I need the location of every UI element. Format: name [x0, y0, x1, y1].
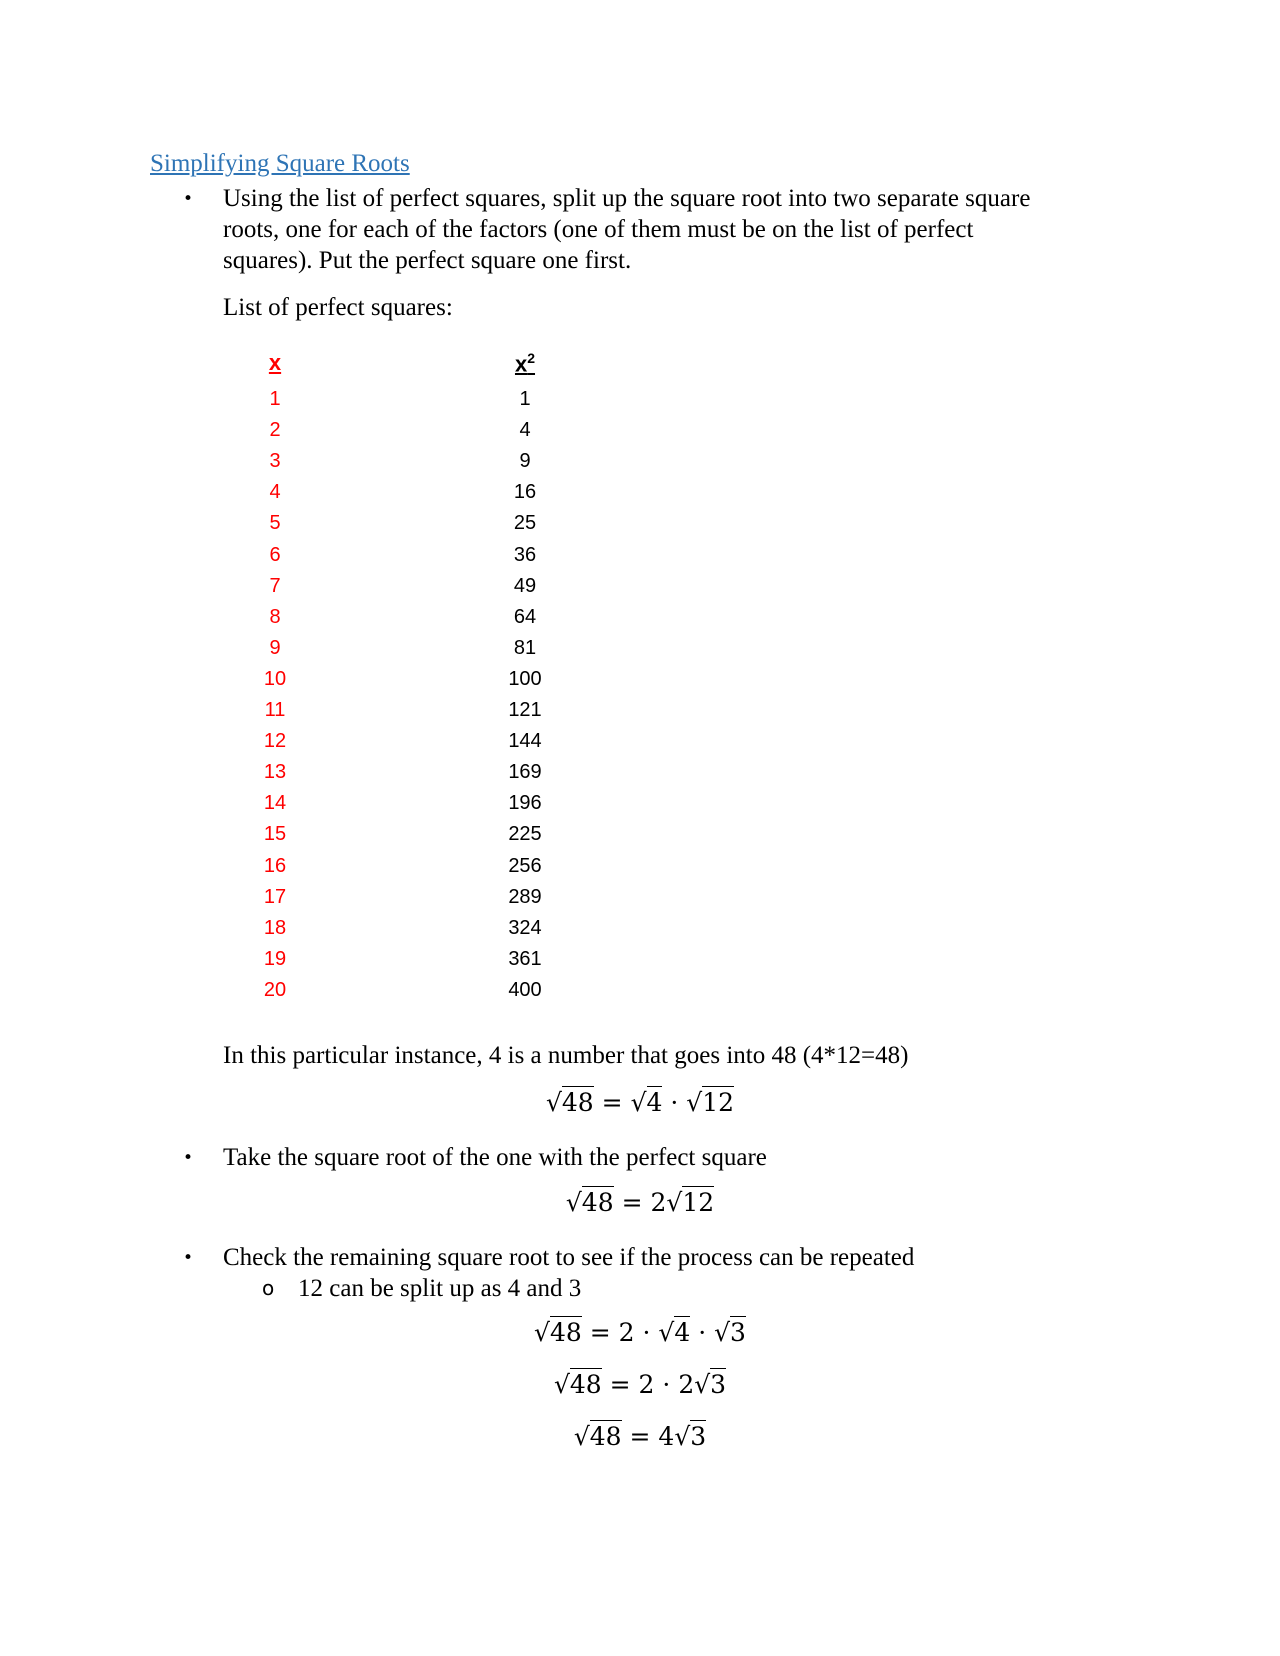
subbullet1-text: 12 can be split up as 4 and 3 [298, 1275, 582, 1302]
x-squared-exponent: 2 [527, 350, 536, 366]
equation-1: √48 = √4 · √12 [545, 1088, 735, 1117]
equation-2: √48 = 2√12 [565, 1188, 715, 1217]
table-cell-x-squared: 169 [508, 761, 542, 783]
table-cell-x-squared: 4 [519, 419, 531, 441]
table-cell-x-squared: 64 [513, 606, 537, 628]
table-cell-x-squared: 361 [508, 948, 542, 970]
table-cell-x-squared: 49 [513, 575, 537, 597]
bullet3-text: Check the remaining square root to see if the process can be repeated [223, 1244, 915, 1271]
table-cell-x: 19 [263, 948, 287, 970]
table-cell-x: 4 [269, 481, 281, 503]
table-cell-x-squared: 256 [508, 855, 542, 877]
table-cell-x: 5 [269, 512, 281, 534]
instance-text: In this particular instance, 4 is a number that goes into 48 (4*12=48) [223, 1042, 909, 1069]
table-cell-x-squared: 289 [508, 886, 542, 908]
table-cell-x: 20 [263, 979, 287, 1001]
table-cell-x-squared: 9 [519, 450, 531, 472]
table-cell-x: 2 [269, 419, 281, 441]
equation-4: √48 = 2 · 2√3 [553, 1370, 727, 1399]
page-title[interactable]: Simplifying Square Roots [150, 150, 410, 177]
bullet1-line3: squares). Put the perfect square one first. [223, 247, 632, 274]
sub-bullet-icon: o [262, 1276, 275, 1300]
table-cell-x: 12 [263, 730, 287, 752]
equation-5: √48 = 4√3 [573, 1422, 707, 1451]
table-cell-x: 6 [269, 544, 281, 566]
table-cell-x: 9 [269, 637, 281, 659]
table-cell-x-squared: 144 [508, 730, 542, 752]
table-cell-x: 3 [269, 450, 281, 472]
table-cell-x-squared: 121 [508, 699, 542, 721]
table-cell-x-squared: 36 [513, 544, 537, 566]
table-cell-x: 1 [269, 388, 281, 410]
table-cell-x: 17 [263, 886, 287, 908]
x-squared-base: x [514, 351, 528, 377]
table-header-x: x [268, 350, 282, 375]
table-cell-x: 14 [263, 792, 287, 814]
table-cell-x: 11 [264, 699, 286, 721]
table-cell-x: 10 [263, 668, 287, 690]
table-cell-x-squared: 16 [513, 481, 537, 503]
table-cell-x-squared: 81 [513, 637, 537, 659]
table-cell-x: 18 [263, 917, 287, 939]
bullet-icon: • [183, 189, 194, 209]
eq1-radicand-b: 4 [646, 1088, 663, 1117]
table-cell-x-squared: 225 [508, 823, 542, 845]
equation-3: √48 = 2 · √4 · √3 [534, 1318, 746, 1347]
bullet-icon: • [183, 1148, 194, 1168]
table-cell-x: 15 [263, 823, 287, 845]
bullet1-line1: Using the list of perfect squares, split up the square root into two separate square [223, 185, 1031, 212]
bullet1-line2: roots, one for each of the factors (one of them must be on the list of perfect [223, 216, 974, 243]
table-cell-x-squared: 25 [513, 512, 537, 534]
table-cell-x-squared: 100 [508, 668, 542, 690]
table-header-x-squared [500, 350, 550, 377]
table-cell-x-squared: 400 [508, 979, 542, 1001]
table-cell-x-squared: 196 [508, 792, 542, 814]
list-label: List of perfect squares: [223, 294, 453, 321]
bullet2-text: Take the square root of the one with the perfect square [223, 1144, 767, 1171]
bullet-icon: • [183, 1248, 194, 1268]
table-cell-x-squared: 1 [519, 388, 531, 410]
table-cell-x: 8 [269, 606, 281, 628]
table-cell-x-squared: 324 [508, 917, 542, 939]
eq1-radicand-c: 12 [702, 1088, 735, 1117]
table-cell-x: 7 [269, 575, 281, 597]
table-cell-x: 13 [263, 761, 287, 783]
bullet1-text [223, 183, 1123, 276]
table-cell-x: 16 [263, 855, 287, 877]
eq1-radicand-a: 48 [561, 1088, 594, 1117]
